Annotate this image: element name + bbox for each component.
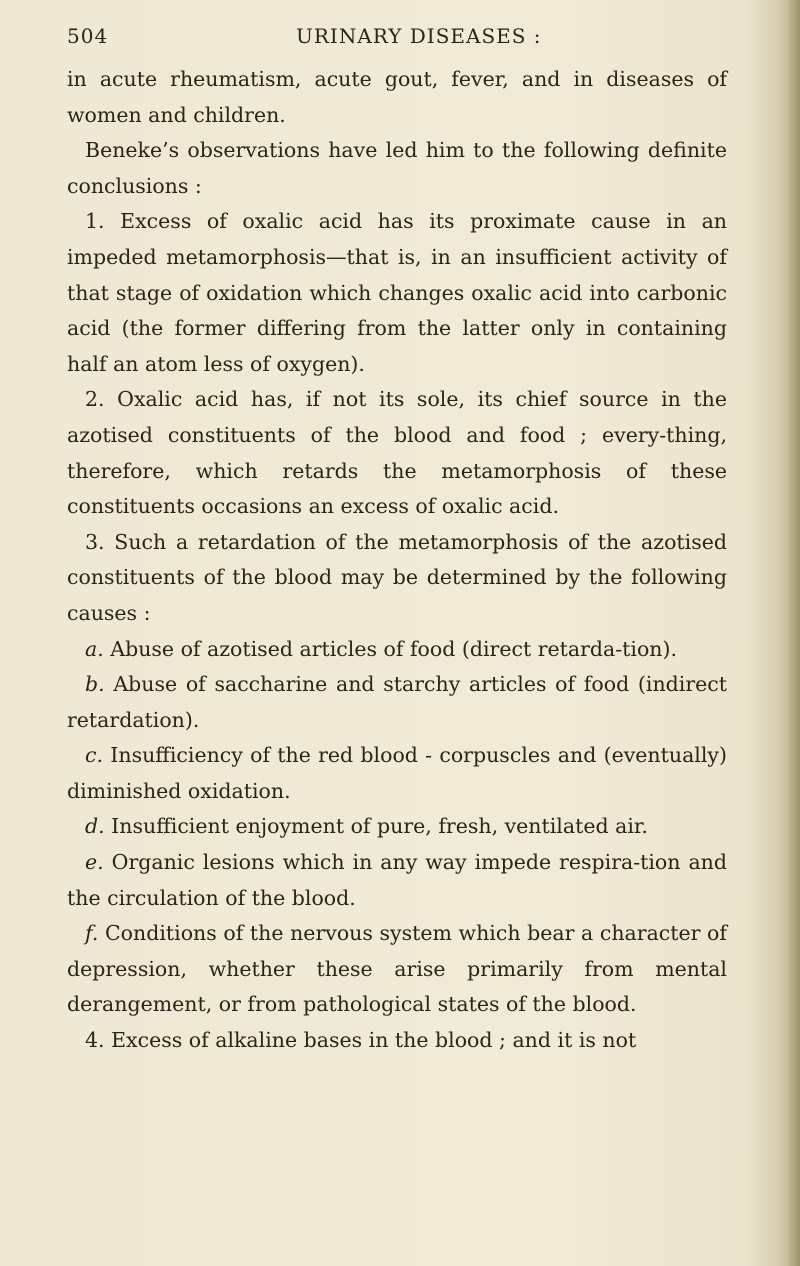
cause-c — [67, 738, 727, 809]
page-body — [67, 62, 727, 1059]
running-head: URINARY DISEASES : — [296, 24, 542, 48]
cause-e — [67, 845, 727, 916]
item-text: Insufficient enjoyment of pure, fresh, ventilated air. — [111, 814, 648, 839]
item-label: e. — [85, 850, 104, 875]
item-text: Insufficiency of the red blood - corpuscles and (eventually) diminished oxidation. — [67, 743, 727, 803]
conclusion-2 — [67, 382, 727, 524]
cause-f — [67, 916, 727, 1023]
conclusion-4 — [67, 1023, 727, 1059]
item-text: Conditions of the nervous system which bear a character of depression, whether these arise primarily from mental derangement, or from pathological states of the blood. — [67, 921, 727, 1017]
item-text: Excess of oxalic acid has its proximate cause in an impeded metamorphosis—that is, in an insufficient activity of that stage of oxidation which changes oxalic acid into carbonic acid (the former differing from the latter only in containing half an atom less of oxygen). — [67, 209, 727, 376]
item-text: Such a retardation of the metamorphosis of the azotised constituents of the blood may be determined by the following causes : — [67, 529, 727, 625]
item-text: Abuse of saccharine and starchy articles of food (indirect retardation). — [67, 672, 727, 732]
item-label: b. — [85, 672, 105, 697]
item-label: c. — [85, 743, 103, 768]
item-label: f. — [85, 921, 99, 946]
cause-a — [67, 632, 727, 668]
item-text: Abuse of azotised articles of food (direct retarda-tion). — [110, 636, 678, 661]
item-label: 2. — [85, 387, 105, 412]
conclusion-1 — [67, 204, 727, 382]
paragraph-text: Beneke’s observations have led him to the following definite conclusions : — [67, 138, 727, 198]
item-label: d. — [85, 814, 105, 839]
page-edge-shadow — [788, 0, 800, 1266]
item-label: 3. — [85, 529, 105, 554]
item-text: Excess of alkaline bases in the blood ; and it is not — [111, 1028, 637, 1053]
item-text: Oxalic acid has, if not its sole, its chief source in the azotised constituents of the blood and food ; every-thing, therefore, which retards the metamorphosis of these constituents occasions an excess of oxalic acid. — [67, 387, 727, 519]
conclusion-3 — [67, 525, 727, 632]
cause-d — [67, 809, 727, 845]
page-header — [67, 16, 727, 56]
page-number: 504 — [67, 24, 109, 48]
item-text: Organic lesions which in any way impede respira-tion and the circulation of the blood. — [67, 850, 727, 910]
paragraph-beneke — [67, 133, 727, 204]
item-label: 1. — [85, 209, 105, 234]
cause-b — [67, 667, 727, 738]
item-label: a. — [85, 636, 104, 661]
item-label: 4. — [85, 1028, 105, 1053]
paragraph-intro-continuation — [67, 62, 727, 133]
paragraph-text: in acute rheumatism, acute gout, fever, and in diseases of women and children. — [67, 67, 727, 127]
